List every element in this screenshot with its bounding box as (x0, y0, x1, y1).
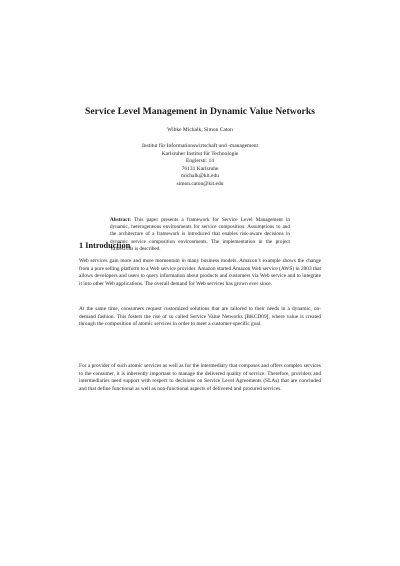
section-heading-introduction: 1 Introduction (79, 241, 131, 250)
paper-authors: Wibke Michalk, Simon Caton (167, 127, 233, 133)
paragraph-1: Web services gain more and more momentum in many business models. Amazon’s example shows the change from a pure selling platform to a Web service provider. Amazon started Amazon Web service (AWS) in 2003 that allows developers and users to query information about products and customers via Web service and to integrate it into other Web applications. The overall demand for Web services has grown ever since. (79, 258, 321, 288)
abstract-label: Abstract: (110, 217, 132, 223)
affiliation-block (0, 143, 400, 189)
affiliation-university: Karlsruher Institut für Technologie (161, 150, 239, 157)
author-email-1: michalk@kit.edu (181, 173, 219, 180)
abstract-text: This paper presents a framework for Service Level Management in dynamic, heterogeneous environments for service composition. Assumptions to and the architecture of a framework is introduced that enables risk-aware decisions in dynamic service composition environments. The implementation in the project ValueGrids is described. (110, 217, 291, 252)
affiliation-city: 76131 Karlsruhe (181, 165, 219, 172)
affiliation-street: Englerstr. 14 (185, 158, 215, 165)
paragraph-3: For a provider of such atomic services as well as for the intermediary that composes and offers complex services to the consumer, it is inherently important to manage the delivered quality of service. Therefore, providers and intermediaries need support with respect to decisions on Service Level Agreements (SLAs) that are concluded and that define functional as well as non-functional aspects of delivered and procured services. (79, 363, 321, 393)
abstract (110, 217, 290, 253)
affiliation-institute: Institut für Informationswirtschaft und -management (141, 143, 259, 149)
author-email-2: simon.caton@kit.edu (176, 180, 224, 187)
paper-title: Service Level Management in Dynamic Value Networks (84, 106, 316, 117)
paragraph-2: At the same time, consumers request customized solutions that are tailored to their needs in a dynamic, on-demand fashion. This fosters the rise of so called Service Value Networks [BKCD09], where value is created through the composition of atomic services in order to meet a customer-specific goal. (79, 306, 321, 328)
